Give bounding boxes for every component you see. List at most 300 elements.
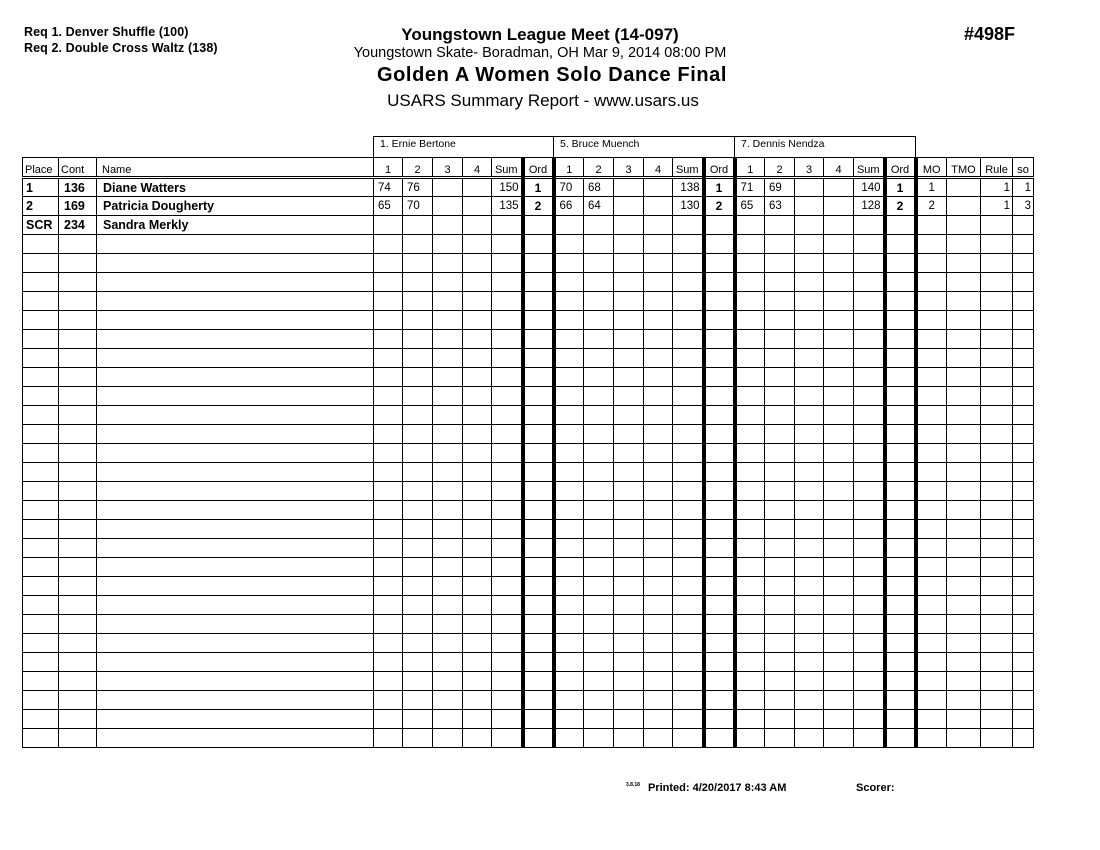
empty-cell [644,330,673,349]
empty-row [23,273,1034,292]
judge-1-score-4 [463,216,492,235]
empty-cell [97,539,374,558]
empty-cell [765,577,795,596]
empty-cell [23,235,59,254]
empty-cell [433,729,463,748]
empty-cell [947,691,981,710]
empty-cell [554,235,584,254]
empty-cell [1013,387,1034,406]
empty-cell [1013,577,1034,596]
empty-cell [584,482,614,501]
empty-cell [463,482,492,501]
col-header-j2-1: 1 [554,158,584,178]
empty-cell [59,368,97,387]
empty-cell [492,710,523,729]
empty-cell [795,235,824,254]
judge-3-score-4 [824,216,854,235]
empty-cell [673,539,704,558]
empty-cell [433,482,463,501]
empty-cell [735,349,765,368]
empty-cell [1013,501,1034,520]
empty-cell [644,710,673,729]
judge-2-score-2 [584,216,614,235]
empty-cell [765,672,795,691]
empty-cell [523,292,554,311]
empty-cell [523,672,554,691]
empty-cell [403,330,433,349]
empty-cell [492,558,523,577]
col-header-j1-2: 2 [403,158,433,178]
empty-cell [523,368,554,387]
empty-cell [981,558,1013,577]
empty-cell [403,615,433,634]
empty-cell [403,653,433,672]
empty-cell [885,349,916,368]
empty-row [23,368,1034,387]
empty-cell [584,330,614,349]
empty-cell [433,387,463,406]
empty-cell [644,463,673,482]
empty-cell [916,482,947,501]
empty-cell [374,311,403,330]
empty-cell [704,349,735,368]
empty-cell [1013,539,1034,558]
empty-cell [403,406,433,425]
empty-cell [916,463,947,482]
empty-cell [916,235,947,254]
empty-cell [523,349,554,368]
empty-cell [704,672,735,691]
empty-cell [23,520,59,539]
empty-cell [59,482,97,501]
empty-cell [673,330,704,349]
empty-cell [765,558,795,577]
empty-cell [981,691,1013,710]
empty-cell [584,368,614,387]
empty-cell [854,425,885,444]
empty-cell [644,444,673,463]
empty-cell [463,558,492,577]
empty-cell [584,501,614,520]
empty-cell [584,292,614,311]
empty-cell [403,387,433,406]
empty-cell [433,634,463,653]
empty-cell [981,444,1013,463]
empty-cell [97,634,374,653]
empty-cell [765,368,795,387]
judge-2-sum: 130 [673,197,704,216]
empty-cell [403,273,433,292]
empty-cell [433,368,463,387]
empty-cell [584,406,614,425]
col-header-j3-sum: Sum [854,158,885,178]
empty-cell [981,577,1013,596]
empty-cell [765,539,795,558]
empty-cell [59,387,97,406]
empty-cell [854,596,885,615]
empty-cell [981,425,1013,444]
empty-cell [644,729,673,748]
empty-cell [492,729,523,748]
empty-cell [614,444,644,463]
empty-cell [981,634,1013,653]
empty-cell [885,672,916,691]
empty-cell [492,596,523,615]
empty-cell [554,672,584,691]
empty-cell [704,406,735,425]
empty-row [23,235,1034,254]
empty-cell [765,330,795,349]
empty-cell [673,501,704,520]
empty-cell [374,330,403,349]
empty-cell [885,330,916,349]
empty-cell [947,672,981,691]
empty-cell [704,463,735,482]
empty-cell [23,368,59,387]
empty-cell [403,634,433,653]
empty-cell [374,254,403,273]
empty-cell [735,482,765,501]
empty-cell [735,615,765,634]
empty-cell [374,406,403,425]
empty-cell [824,672,854,691]
empty-cell [374,729,403,748]
empty-cell [59,349,97,368]
empty-cell [885,634,916,653]
empty-cell [492,520,523,539]
empty-cell [644,539,673,558]
empty-cell [854,406,885,425]
empty-cell [374,634,403,653]
empty-cell [433,444,463,463]
empty-cell [492,634,523,653]
empty-cell [981,254,1013,273]
empty-cell [403,311,433,330]
empty-cell [59,501,97,520]
empty-cell [23,672,59,691]
empty-cell [644,672,673,691]
empty-cell [492,615,523,634]
empty-cell [374,596,403,615]
empty-cell [614,273,644,292]
empty-cell [523,710,554,729]
col-header-rule: Rule [981,158,1013,178]
empty-cell [916,387,947,406]
empty-cell [795,520,824,539]
empty-cell [403,463,433,482]
col-header-j2-sum: Sum [673,158,704,178]
empty-cell [492,653,523,672]
judge-1-score-2: 70 [403,197,433,216]
empty-cell [854,368,885,387]
empty-cell [885,235,916,254]
judge-3-score-2 [765,216,795,235]
empty-cell [854,387,885,406]
empty-cell [492,292,523,311]
empty-cell [374,691,403,710]
empty-cell [735,292,765,311]
judge-header-2: 5. Bruce Muench [553,136,735,157]
empty-cell [97,273,374,292]
empty-cell [1013,368,1034,387]
empty-cell [463,710,492,729]
judge-3-ordinal: 1 [885,178,916,197]
empty-cell [433,539,463,558]
empty-cell [854,729,885,748]
empty-cell [463,292,492,311]
empty-cell [463,349,492,368]
empty-cell [374,463,403,482]
empty-cell [1013,710,1034,729]
empty-cell [704,691,735,710]
empty-cell [916,406,947,425]
empty-cell [97,425,374,444]
empty-cell [403,596,433,615]
empty-cell [916,691,947,710]
empty-cell [673,311,704,330]
empty-cell [644,406,673,425]
empty-cell [403,691,433,710]
empty-cell [673,520,704,539]
empty-cell [795,691,824,710]
empty-cell [523,425,554,444]
empty-cell [824,463,854,482]
judge-1-score-1: 65 [374,197,403,216]
judge-1-sum [492,216,523,235]
empty-cell [97,463,374,482]
col-header-j2-2: 2 [584,158,614,178]
col-header-cont: Cont [59,158,97,178]
empty-cell [885,368,916,387]
empty-cell [704,710,735,729]
empty-cell [644,501,673,520]
empty-cell [614,406,644,425]
empty-cell [704,558,735,577]
empty-cell [584,254,614,273]
judge-3-ordinal: 2 [885,197,916,216]
empty-cell [704,482,735,501]
empty-cell [704,615,735,634]
empty-cell [854,311,885,330]
col-header-j1-4: 4 [463,158,492,178]
empty-cell [885,520,916,539]
empty-cell [673,691,704,710]
empty-cell [23,596,59,615]
empty-cell [885,482,916,501]
empty-cell [981,273,1013,292]
empty-cell [704,729,735,748]
empty-cell [374,615,403,634]
judge-3-score-1 [735,216,765,235]
empty-cell [23,729,59,748]
judge-2-score-1: 66 [554,197,584,216]
empty-cell [523,406,554,425]
empty-cell [59,615,97,634]
empty-cell [735,311,765,330]
empty-cell [947,482,981,501]
empty-cell [59,577,97,596]
empty-cell [23,615,59,634]
empty-cell [947,558,981,577]
empty-cell [59,710,97,729]
empty-cell [403,520,433,539]
empty-cell [97,710,374,729]
col-header-j3-4: 4 [824,158,854,178]
empty-cell [97,653,374,672]
empty-cell [644,349,673,368]
empty-cell [765,596,795,615]
empty-cell [704,539,735,558]
contestant-number-cell: 169 [59,197,97,216]
judge-3-score-3 [795,178,824,197]
place-cell: 2 [23,197,59,216]
empty-cell [644,482,673,501]
empty-cell [433,615,463,634]
empty-cell [947,444,981,463]
empty-cell [433,311,463,330]
empty-cell [1013,273,1034,292]
empty-cell [916,539,947,558]
empty-cell [554,406,584,425]
empty-cell [795,387,824,406]
empty-cell [584,311,614,330]
empty-cell [795,577,824,596]
empty-cell [824,615,854,634]
empty-cell [554,349,584,368]
scorer-label: Scorer: [856,782,895,794]
empty-cell [981,482,1013,501]
col-header-j2-4: 4 [644,158,673,178]
empty-cell [824,273,854,292]
judge-1-score-4 [463,178,492,197]
col-header-j1-ord: Ord [523,158,554,178]
empty-cell [916,425,947,444]
event-number: #498F [964,24,1016,44]
empty-cell [981,292,1013,311]
empty-row [23,349,1034,368]
empty-cell [885,729,916,748]
empty-cell [614,577,644,596]
so-cell: 1 [1013,178,1034,197]
empty-cell [854,577,885,596]
empty-cell [673,577,704,596]
empty-cell [433,501,463,520]
empty-cell [23,444,59,463]
empty-cell [97,596,374,615]
empty-cell [673,710,704,729]
empty-cell [824,596,854,615]
empty-cell [1013,691,1034,710]
empty-cell [981,463,1013,482]
empty-cell [981,406,1013,425]
empty-cell [614,710,644,729]
empty-cell [433,235,463,254]
empty-cell [554,311,584,330]
empty-cell [59,596,97,615]
requirement-2: Req 2. Double Cross Waltz (138) [24,41,218,55]
judge-3-sum: 128 [854,197,885,216]
empty-cell [704,292,735,311]
results-table [22,157,1034,748]
empty-cell [735,387,765,406]
empty-cell [1013,634,1034,653]
empty-cell [981,501,1013,520]
empty-cell [1013,254,1034,273]
empty-cell [23,539,59,558]
empty-cell [374,539,403,558]
contestant-number-cell: 136 [59,178,97,197]
empty-cell [23,577,59,596]
empty-cell [492,330,523,349]
col-header-j3-2: 2 [765,158,795,178]
empty-cell [673,615,704,634]
empty-cell [824,349,854,368]
empty-cell [492,482,523,501]
empty-cell [403,672,433,691]
empty-cell [614,596,644,615]
empty-cell [554,425,584,444]
empty-cell [1013,596,1034,615]
empty-cell [463,539,492,558]
judge-2-score-4 [644,216,673,235]
table-row [23,216,1034,235]
empty-cell [885,501,916,520]
empty-cell [97,615,374,634]
empty-cell [403,577,433,596]
mo-cell: 2 [916,197,947,216]
empty-cell [947,406,981,425]
empty-cell [854,292,885,311]
empty-cell [97,330,374,349]
empty-cell [614,235,644,254]
empty-cell [854,501,885,520]
empty-cell [523,558,554,577]
empty-cell [584,558,614,577]
empty-cell [584,710,614,729]
empty-cell [97,349,374,368]
empty-row [23,406,1034,425]
judge-3-score-1: 71 [735,178,765,197]
rule-cell: 1 [981,197,1013,216]
contestant-number-cell: 234 [59,216,97,235]
empty-cell [704,235,735,254]
empty-cell [492,539,523,558]
empty-cell [735,273,765,292]
empty-cell [885,615,916,634]
empty-cell [644,292,673,311]
empty-cell [554,539,584,558]
empty-row [23,710,1034,729]
empty-cell [374,444,403,463]
judge-1-sum: 150 [492,178,523,197]
empty-cell [824,387,854,406]
empty-cell [885,577,916,596]
empty-cell [463,501,492,520]
empty-cell [433,463,463,482]
judge-3-score-3 [795,197,824,216]
empty-cell [916,520,947,539]
empty-cell [916,615,947,634]
empty-cell [673,634,704,653]
empty-cell [824,558,854,577]
so-cell [1013,216,1034,235]
empty-cell [885,292,916,311]
empty-cell [23,387,59,406]
judge-1-score-3 [433,216,463,235]
empty-cell [554,653,584,672]
empty-cell [614,482,644,501]
empty-cell [23,254,59,273]
